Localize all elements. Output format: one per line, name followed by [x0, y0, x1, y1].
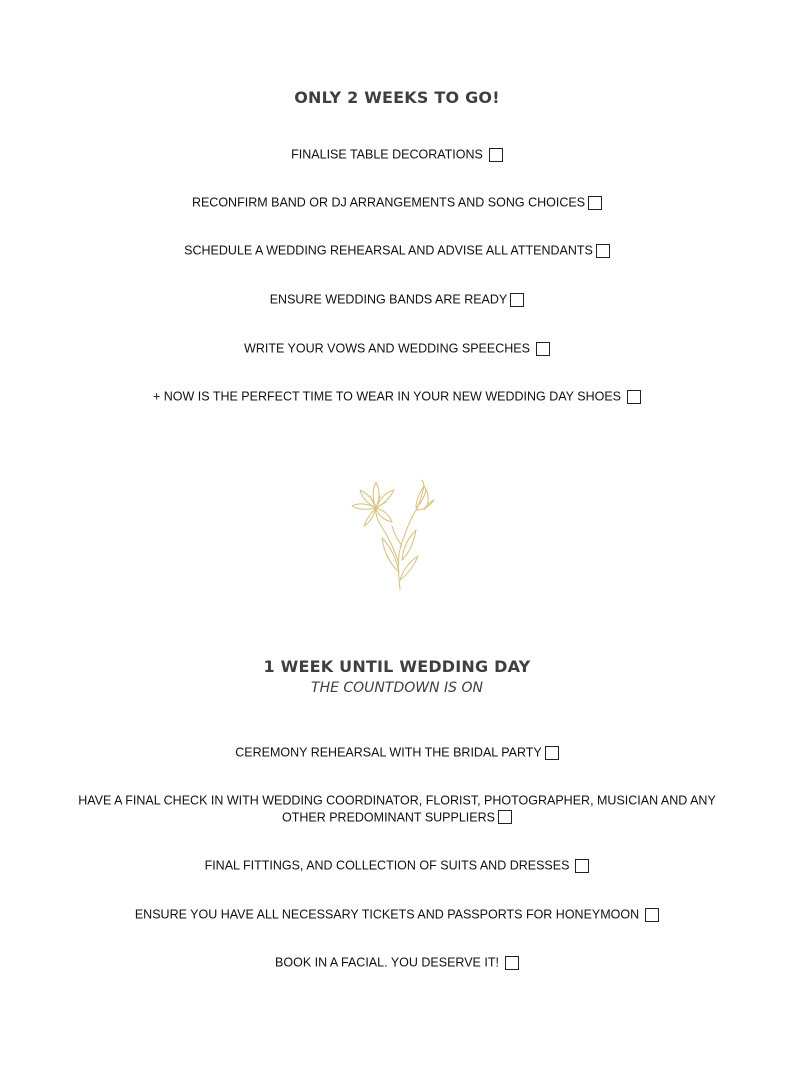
- checklist-item-label: FINAL FITTINGS, AND COLLECTION OF SUITS AND DRESSES: [204, 858, 570, 873]
- checklist-item: [0, 291, 794, 308]
- checkbox[interactable]: [510, 293, 524, 307]
- checklist-item-label: FINALISE TABLE DECORATIONS: [291, 147, 483, 162]
- section-title-one-week: 1 WEEK UNTIL WEDDING DAY: [263, 657, 531, 676]
- checkbox[interactable]: [588, 196, 602, 210]
- checklist-item-label: HAVE A FINAL CHECK IN WITH WEDDING COORDINATOR, FLORIST, PHOTOGRAPHER, MUSICIAN AND ANY OTHER PREDOMINANT SUPPLIERS: [78, 793, 716, 825]
- checklist-item-label: CEREMONY REHEARSAL WITH THE BRIDAL PARTY: [235, 745, 542, 760]
- checklist-item: [0, 146, 794, 163]
- checklist-item-label: + NOW IS THE PERFECT TIME TO WEAR IN YOUR NEW WEDDING DAY SHOES: [152, 389, 621, 404]
- checklist-item: [0, 194, 794, 211]
- checkbox[interactable]: [536, 342, 550, 356]
- flower-icon: [350, 476, 440, 594]
- checklist-item: [0, 744, 794, 761]
- checklist-item-label: SCHEDULE A WEDDING REHEARSAL AND ADVISE ALL ATTENDANTS: [184, 243, 593, 258]
- checkbox[interactable]: [498, 810, 512, 824]
- checklist-item: [0, 954, 794, 971]
- checklist-item: [0, 242, 794, 259]
- checkbox[interactable]: [489, 148, 503, 162]
- checklist-item-label: BOOK IN A FACIAL. YOU DESERVE IT!: [275, 955, 499, 970]
- checkbox[interactable]: [627, 390, 641, 404]
- checklist-item: [0, 906, 794, 923]
- checklist-item: [60, 792, 734, 825]
- checkbox[interactable]: [545, 746, 559, 760]
- section-title-two-weeks: ONLY 2 WEEKS TO GO!: [294, 88, 500, 107]
- checklist-item: [0, 388, 794, 405]
- checkbox[interactable]: [505, 956, 519, 970]
- checkbox[interactable]: [575, 859, 589, 873]
- checklist-item-label: RECONFIRM BAND OR DJ ARRANGEMENTS AND SONG CHOICES: [191, 195, 586, 210]
- checklist-item: [0, 857, 794, 874]
- checklist-item-label: ENSURE YOU HAVE ALL NECESSARY TICKETS AND PASSPORTS FOR HONEYMOON: [134, 907, 640, 922]
- checklist-item: [0, 340, 794, 357]
- section-subtitle: THE COUNTDOWN IS ON: [311, 680, 483, 696]
- checklist-item-label: WRITE YOUR VOWS AND WEDDING SPEECHES: [244, 341, 530, 356]
- checklist-item-label: ENSURE WEDDING BANDS ARE READY: [269, 292, 508, 307]
- checkbox[interactable]: [596, 244, 610, 258]
- checkbox[interactable]: [645, 908, 659, 922]
